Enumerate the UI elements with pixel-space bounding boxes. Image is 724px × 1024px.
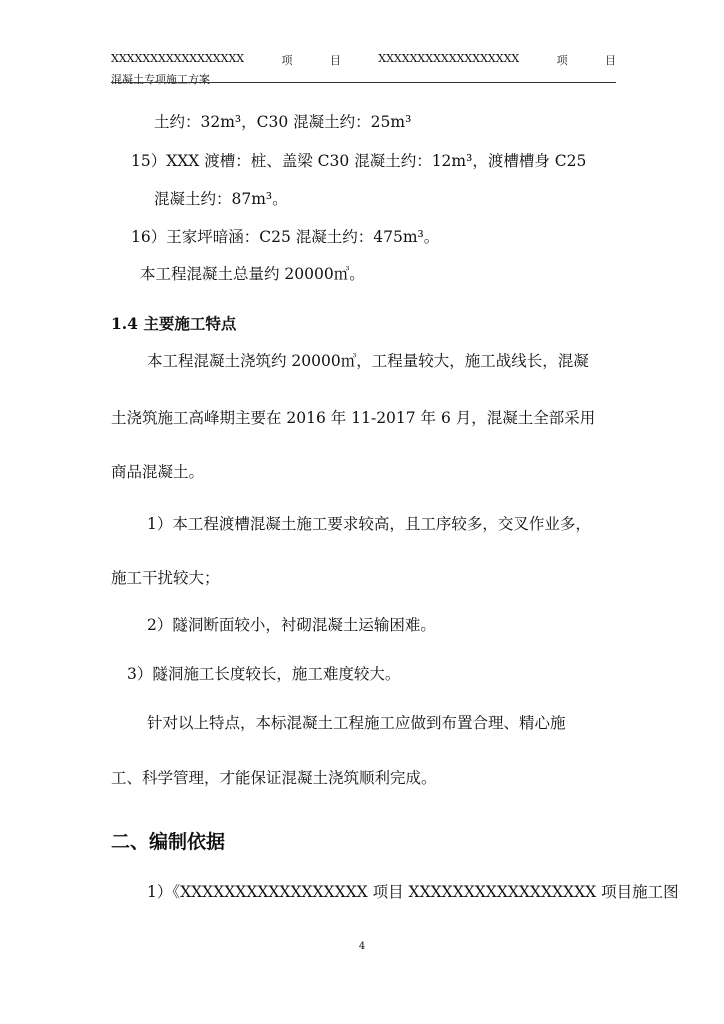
header-word-xiang-2: 项	[556, 54, 568, 67]
header-word-xiang: 项	[281, 54, 293, 67]
list-item-2: 2）隧洞断面较小，衬砌混凝土运输困难。	[147, 616, 436, 634]
header-word-mu: 目	[329, 54, 341, 67]
header-subtitle: 混凝土专项施工方案	[111, 73, 210, 86]
header-word-mu-2: 目	[604, 54, 616, 67]
header-divider	[111, 82, 616, 83]
total-concrete-line: 本工程混凝土总量约 20000㎥。	[140, 265, 365, 283]
paragraph-line: 工、科学管理，才能保证混凝土浇筑顺利完成。	[111, 769, 437, 787]
header-project-code: XXXXXXXXXXXXXXXXX	[111, 52, 245, 65]
list-item-15: 15）XXX 渡槽：桩、盖梁 C30 混凝土约：12m³，渡槽槽身 C25	[131, 152, 587, 170]
paragraph-line: 本工程混凝土浇筑约 20000㎥，工程量较大，施工战线长，混凝	[147, 352, 589, 370]
body-line: 土约：32m³，C30 混凝土约：25m³	[154, 113, 412, 131]
body-line: 混凝土约：87m³。	[154, 190, 288, 208]
list-item-16: 16）王家坪暗涵：C25 混凝土约：475m³。	[131, 228, 440, 246]
list-item-3: 3）隧洞施工长度较长，施工难度较大。	[127, 665, 401, 683]
paragraph-line: 针对以上特点，本标混凝土工程施工应做到布置合理、精心施	[147, 714, 566, 732]
paragraph-line: 商品混凝土。	[111, 463, 205, 481]
list-item-1: 1）本工程渡槽混凝土施工要求较高，且工序较多，交叉作业多，	[147, 515, 591, 533]
paragraph-line: 土浇筑施工高峰期主要在 2016 年 11-2017 年 6 月，混凝土全部采用	[111, 409, 596, 427]
section-heading-2: 二、编制依据	[111, 831, 226, 853]
header-row	[111, 52, 616, 68]
page-number: 4	[358, 941, 366, 952]
list-item-1: 1）《XXXXXXXXXXXXXXXXX 项目 XXXXXXXXXXXXXXXXX 项目施工图	[147, 883, 679, 901]
section-heading-1-4: 1.4 主要施工特点	[111, 314, 237, 333]
paragraph-line: 施工干扰较大；	[111, 569, 220, 587]
header-project-code-2: XXXXXXXXXXXXXXXXXX	[378, 52, 520, 65]
